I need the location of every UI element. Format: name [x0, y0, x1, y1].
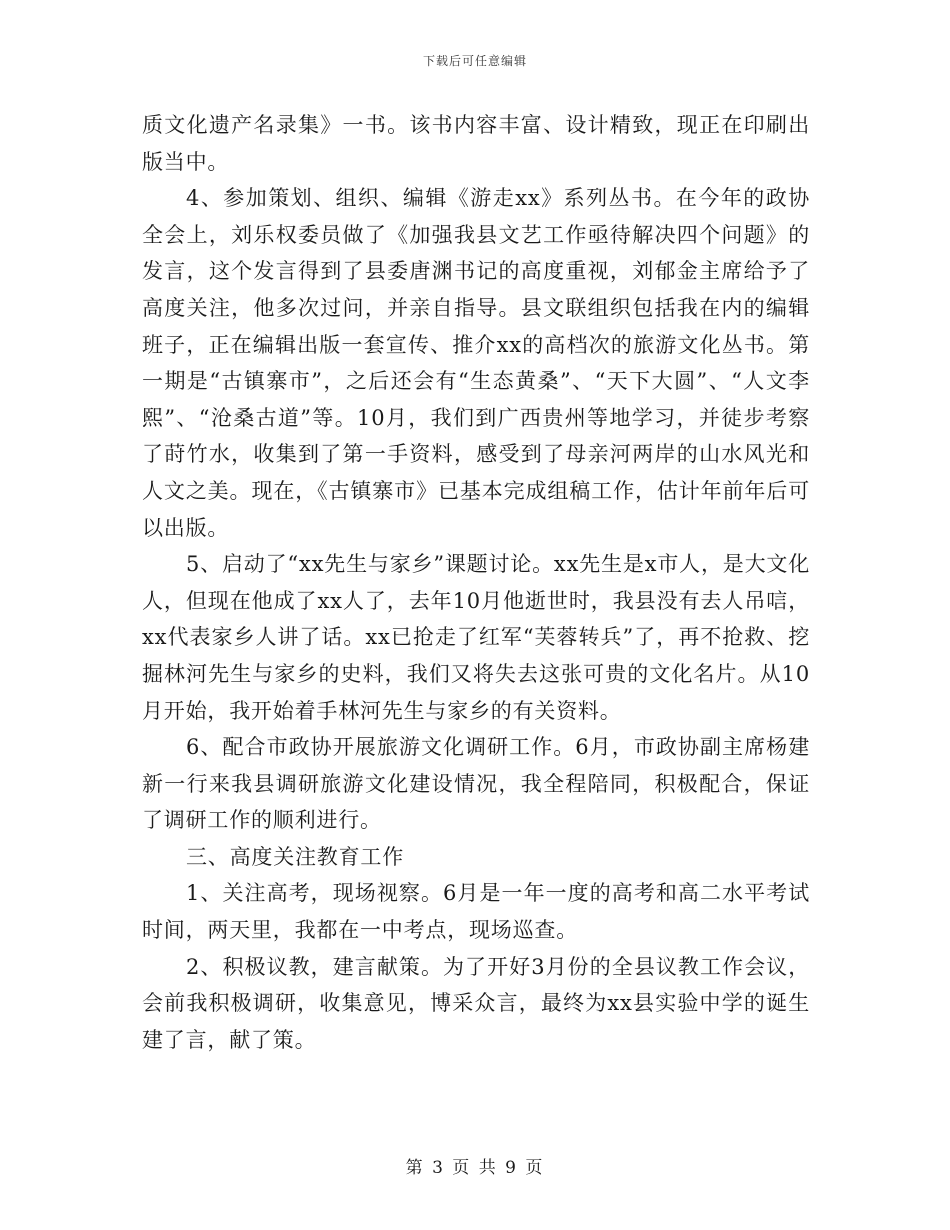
paragraph: 4、参加策划、组织、编辑《游走xx》系列丛书。在今年的政协全会上，刘乐权委员做了《加强我县文艺工作亟待解决四个问题》的发言，这个发言得到了县委唐渊书记的高度重视，刘郁金主席给予了高度关注，他多次过问，并亲自指导。县文联组织包括我在内的编辑班子，正在编辑出版一套宣传、推介xx的高档次的旅游文化丛书。第一期是“古镇寨市”，之后还会有“生态黄桑”、“天下大圆”、“人文李熙”、“沧桑古道”等。10月，我们到广西贵州等地学习，并徒步考察了莳竹水，收集到了第一手资料，感受到了母亲河两岸的山水风光和人文之美。现在，《古镇寨市》已基本完成组稿工作，估计年前年后可以出版。	[142, 186, 810, 540]
paragraph: 6、配合市政协开展旅游文化调研工作。6月，市政协副主席杨建新一行来我县调研旅游文化建设情况，我全程陪同，积极配合，保证了调研工作的顺利进行。	[142, 735, 810, 833]
page-footer: 第 3 页 共 9 页	[405, 1158, 545, 1178]
paragraph: 质文化遗产名录集》一书。该书内容丰富、设计精致，现正在印刷出版当中。	[142, 113, 810, 174]
document-body	[142, 107, 810, 1058]
paragraph: 1、关注高考，现场视察。6月是一年一度的高考和高二水平考试时间，两天里，我都在一中考点，现场巡查。	[142, 881, 810, 943]
section-heading: 三、高度关注教育工作	[186, 844, 404, 869]
paragraph: 5、启动了“xx先生与家乡”课题讨论。xx先生是x市人，是大文化人，但现在他成了xx人了，去年10月他逝世时，我县没有去人吊唁，xx代表家乡人讲了话。xx已抢走了红军“芙蓉转兵”了，再不抢救、挖掘林河先生与家乡的史料，我们又将失去这张可贵的文化名片。从10月开始，我开始着手林河先生与家乡的有关资料。	[142, 552, 810, 723]
page-header: 下载后可任意编辑	[422, 54, 527, 68]
paragraph: 2、积极议教，建言献策。为了开好3月份的全县议教工作会议，会前我积极调研，收集意见，博采众言，最终为xx县实验中学的诞生建了言，献了策。	[142, 954, 810, 1052]
